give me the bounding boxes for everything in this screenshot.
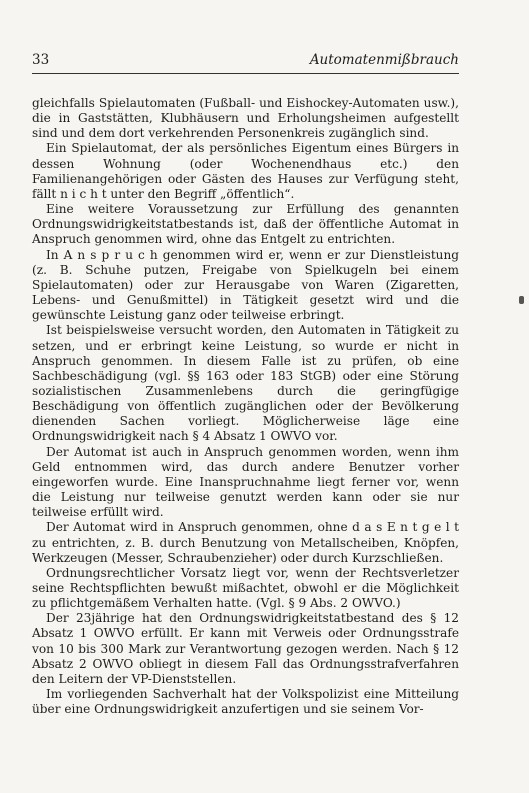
paragraph: Ordnungsrechtlicher Vorsatz liegt vor, wenn der Rechtsverletzer seine Rechtspflichten bewußt mißachtet, obwohl er die Möglichkeit zu pflichtgemäßem Verhalten hatte. (Vgl. § 9 Abs. 2 OWVO.) [32, 565, 459, 611]
paragraph: Ein Spielautomat, der als persönliches Eigentum eines Bürgers in dessen Wohnung (oder Wochenendhaus etc.) den Familienangehörigen oder Gästen des Hauses zur Verfügung steht, fällt n i c h t unter den Begriff „öffentlich“. [32, 141, 459, 201]
paragraph: Eine weitere Voraussetzung zur Erfüllung des genannten Ordnungswidrigkeitstatbestands ist, daß der öffentliche Automat in Anspruch genommen wird, ohne das Entgelt zu entrichten. [32, 202, 459, 247]
margin-mark [519, 296, 524, 304]
page-number: 33 [32, 52, 50, 68]
paragraph: Der 23jährige hat den Ordnungswidrigkeitstatbestand des § 12 Absatz 1 OWVO erfüllt. Er kann mit Verweis oder Ordnungsstrafe von 10 bis 300 Mark zur Verantwortung gezogen werden. Nach § 12 Absatz 2 OWVO obliegt in diesem Fall das Ordnungsstrafverfahren den Leitern der VP-Dienststellen. [32, 611, 459, 686]
paragraph: Im vorliegenden Sachverhalt hat der Volkspolizist eine Mitteilung über eine Ordnungswidrigkeit anzufertigen und sie seinem Vor- [32, 687, 459, 717]
body-text [32, 96, 459, 717]
paragraph: Der Automat wird in Anspruch genommen, ohne d a s E n t g e l t zu entrichten, z. B. durch Benutzung von Metallscheiben, Knöpfen, Werkzeugen (Messer, Schraubenzieher) oder durch Kurzschließen. [32, 520, 459, 565]
paragraph: Ist beispielsweise versucht worden, den Automaten in Tätigkeit zu setzen, und er erbringt keine Leistung, so wurde er nicht in Anspruch genommen. In diesem Falle ist zu prüfen, ob eine Sachbeschädigung (vgl. §§ 163 oder 183 StGB) oder eine Störung sozialistischen Zusammenlebens durch die geringfügige Beschädigung von öffentlich zugänglichen oder der Bevölkerung dienenden Sachen vorliegt. Möglicherweise läge eine Ordnungswidrigkeit nach § 4 Absatz 1 OWVO vor. [32, 323, 459, 444]
paragraph: gleichfalls Spielautomaten (Fußball- und Eishockey-Automaten usw.), die in Gaststätten, Klubhäusern und Erholungsheimen aufgestellt sind und dem dort verkehrenden Personenkreis zugänglich sind. [32, 96, 459, 141]
paragraph: In A n s p r u c h genommen wird er, wenn er zur Dienstleistung (z. B. Schuhe putzen, Freigabe von Spielkugeln bei einem Spielautomaten) oder zur Herausgabe von Waren (Zigaretten, Lebens- und Genußmittel) in Tätigkeit gesetzt wird und die gewünschte Leistung ganz oder teilweise erbringt. [32, 247, 459, 323]
paragraph: Der Automat ist auch in Anspruch genommen worden, wenn ihm Geld entnommen wird, das durch andere Benutzer vorher eingeworfen wurde. Eine Inanspruchnahme liegt ferner vor, wenn die Leistung nur teilweise genutzt werden kann oder sie nur teilweise erfüllt wird. [32, 444, 459, 520]
running-title: Automatenmißbrauch [309, 52, 459, 68]
page-header [32, 51, 459, 74]
